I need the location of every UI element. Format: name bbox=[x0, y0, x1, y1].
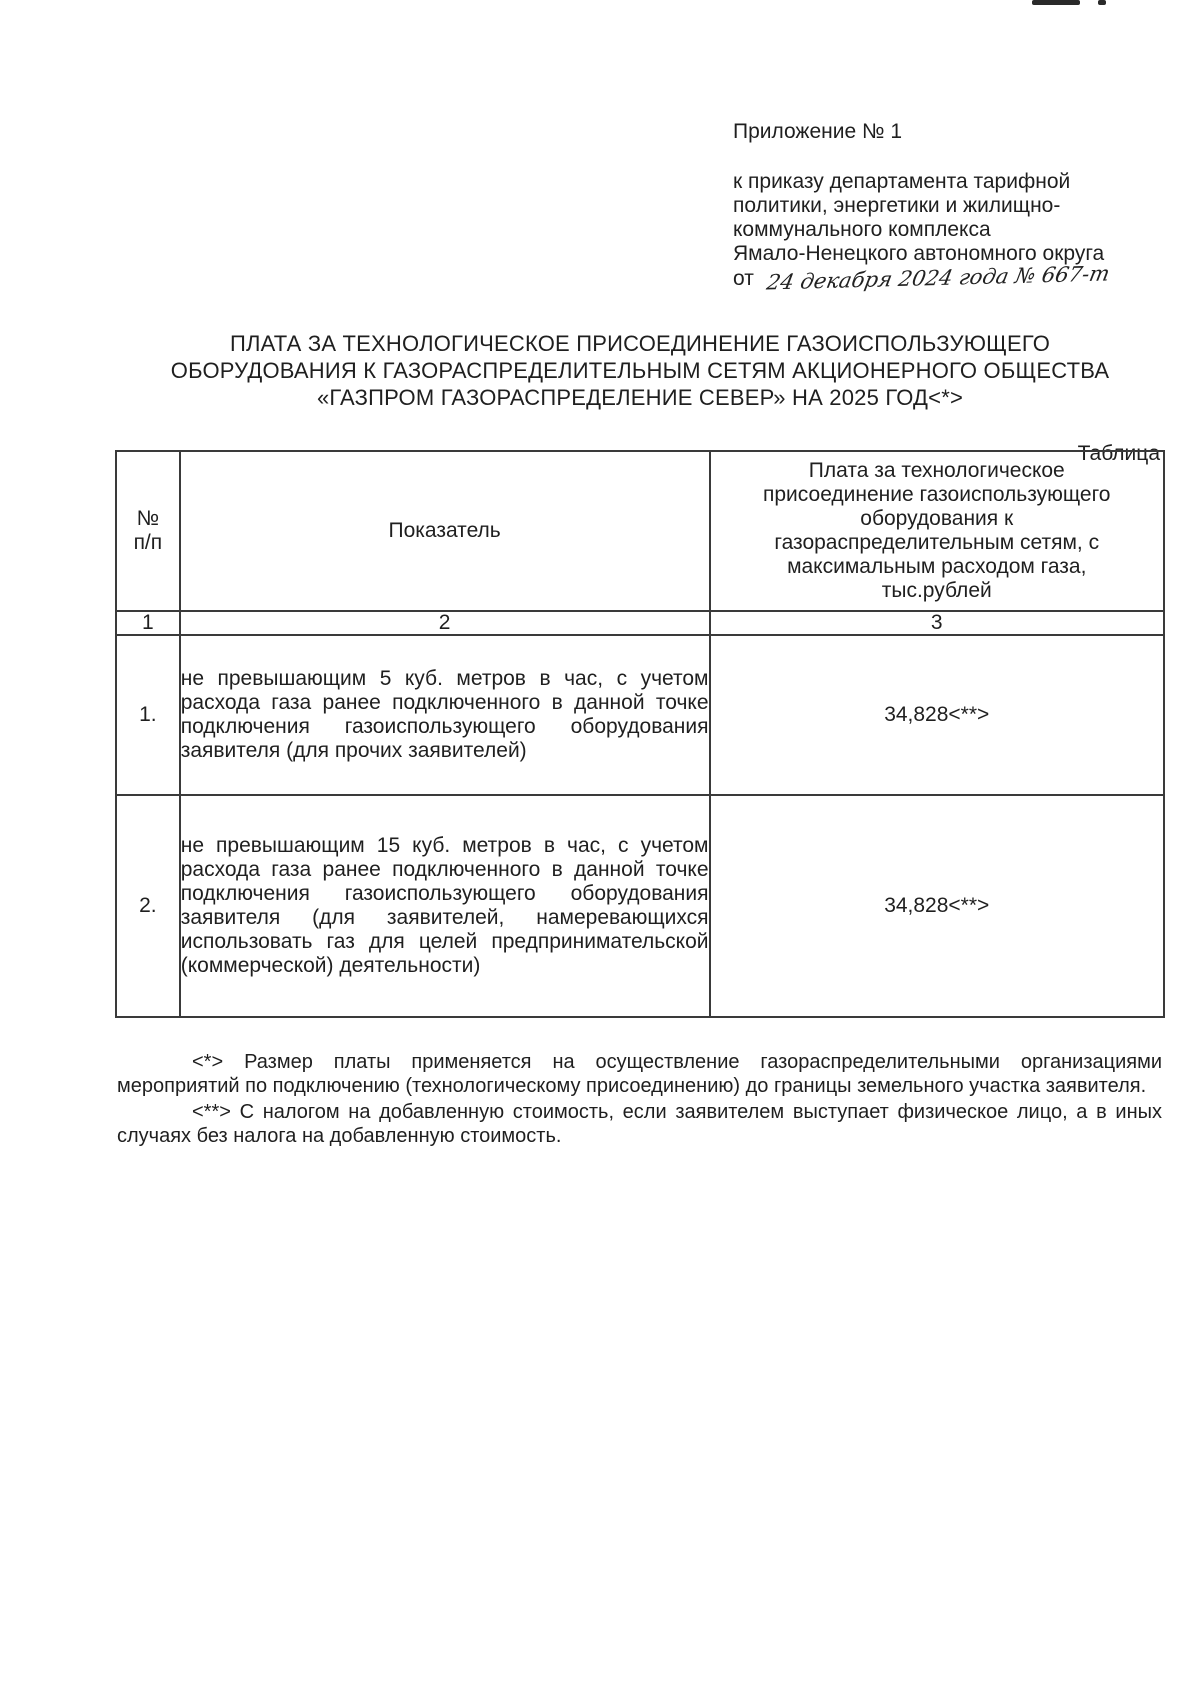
scan-corner-mark bbox=[1010, 0, 1120, 8]
footnotes bbox=[117, 1050, 1162, 1150]
handwritten-date-signature: 24 декабря 2024 года № 667-т bbox=[764, 261, 1112, 295]
header-number bbox=[116, 451, 180, 611]
row-number: 1. bbox=[116, 635, 180, 795]
header-indicator: Показатель bbox=[180, 451, 710, 611]
row-indicator: не превышающим 5 куб. метров в час, с учетом расхода газа ранее подключенного в данной точке подключения газоиспользующего оборудования заявителя (для прочих заявителей) bbox=[180, 635, 710, 795]
index-cell: 1 bbox=[116, 611, 180, 635]
table-header-row bbox=[116, 451, 1164, 611]
order-date-line bbox=[733, 261, 1163, 295]
footnote: <*> Размер платы применяется на осуществление газораспределительными организациями мероприятий по подключению (технологическому присоединению) до границы земельного участка заявителя. bbox=[117, 1051, 1162, 1097]
document-title bbox=[110, 330, 1170, 411]
header-value-line: тыс.рублей bbox=[881, 579, 992, 602]
header-value-line: газораспределительным сетям, с bbox=[774, 531, 1100, 554]
appendix-title: Приложение № 1 bbox=[733, 120, 903, 143]
header-number-line: № bbox=[136, 507, 160, 530]
index-cell: 2 bbox=[180, 611, 710, 635]
table-label: Таблица bbox=[1077, 442, 1160, 465]
tariff-table bbox=[115, 450, 1165, 1018]
header-value-line: присоединение газоиспользующего bbox=[763, 483, 1111, 506]
title-line: ОБОРУДОВАНИЯ К ГАЗОРАСПРЕДЕЛИТЕЛЬНЫМ СЕТЯМ АКЦИОНЕРНОГО ОБЩЕСТВА bbox=[170, 358, 1110, 383]
date-prefix: от bbox=[733, 267, 754, 290]
table-index-row bbox=[116, 611, 1164, 635]
appendix-line: Ямало-Ненецкого автономного округа bbox=[733, 242, 1105, 265]
table-row bbox=[116, 635, 1164, 795]
row-indicator: не превышающим 15 куб. метров в час, с учетом расхода газа ранее подключенного в данной точке подключения газоиспользующего оборудования заявителя (для заявителей, намеревающихся использовать газ для целей предпринимательской (коммерческой) деятельности) bbox=[180, 795, 710, 1017]
header-value-line: оборудования к bbox=[860, 507, 1014, 530]
appendix-line: политики, энергетики и жилищно- bbox=[733, 194, 1061, 217]
appendix-block bbox=[733, 120, 1163, 295]
header-number-line: п/п bbox=[133, 531, 163, 554]
title-line: ПЛАТА ЗА ТЕХНОЛОГИЧЕСКОЕ ПРИСОЕДИНЕНИЕ ГАЗОИСПОЛЬЗУЮЩЕГО bbox=[229, 331, 1051, 356]
header-value-line: максимальным расходом газа, bbox=[787, 555, 1087, 578]
row-value: 34,828<**> bbox=[710, 795, 1165, 1017]
row-value: 34,828<**> bbox=[710, 635, 1165, 795]
row-number: 2. bbox=[116, 795, 180, 1017]
header-value bbox=[710, 451, 1165, 611]
footnote: <**> С налогом на добавленную стоимость, если заявителем выступает физическое лицо, а в иных случаях без налога на добавленную стоимость. bbox=[117, 1101, 1162, 1147]
index-cell: 3 bbox=[710, 611, 1165, 635]
title-line: «ГАЗПРОМ ГАЗОРАСПРЕДЕЛЕНИЕ СЕВЕР» НА 2025 ГОД<*> bbox=[316, 385, 964, 410]
table-row bbox=[116, 795, 1164, 1017]
header-value-line: Плата за технологическое bbox=[808, 459, 1065, 482]
appendix-line: коммунального комплекса bbox=[733, 218, 991, 241]
appendix-line: к приказу департамента тарифной bbox=[733, 170, 1071, 193]
